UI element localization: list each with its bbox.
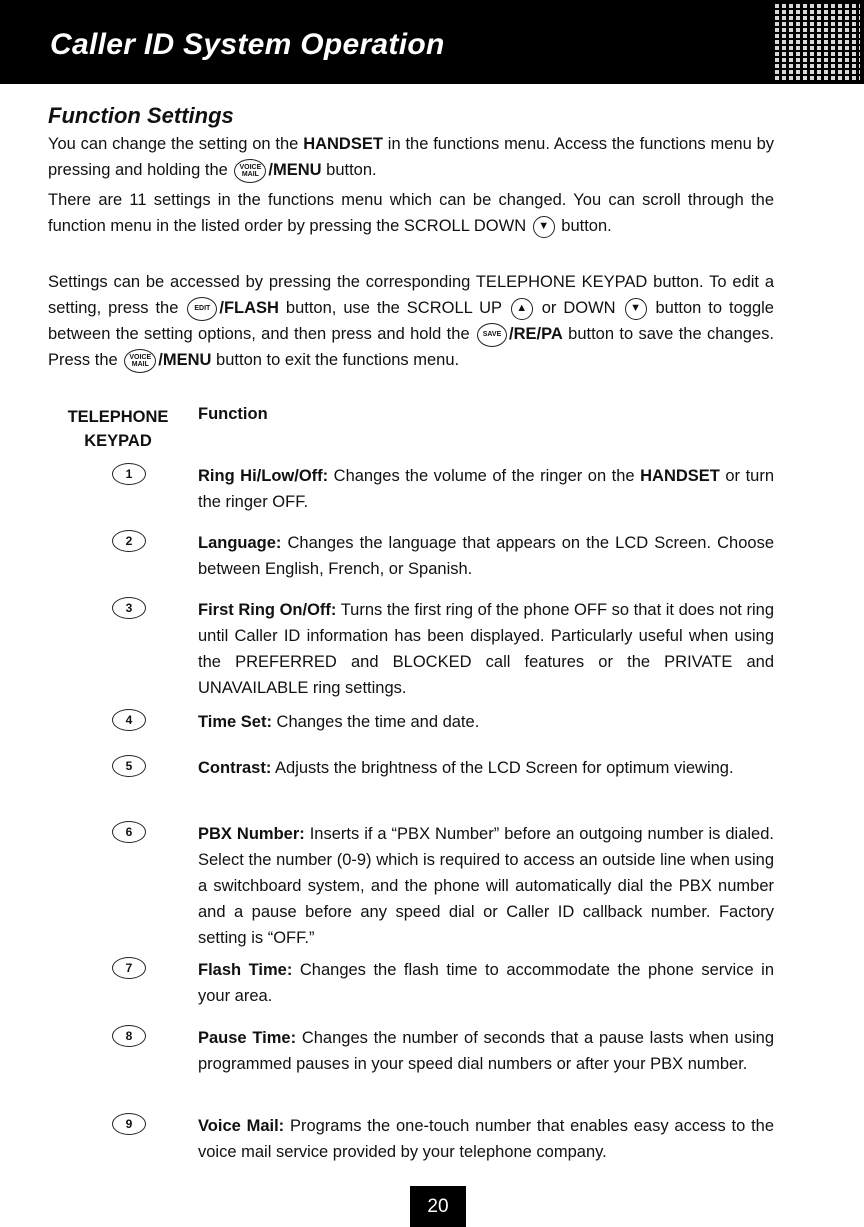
column-header-function: Function [198,405,268,423]
function-description: First Ring On/Off: Turns the first ring of the phone OFF so that it does not ring until Caller ID information has been displayed. Particularly useful when using the PREFERRED and BLOCKED call features or the PRIVATE and UNAVAILABLE ring settings. [198,601,774,697]
function-description: Language: Changes the language that appears on the LCD Screen. Choose between English, French, or Spanish. [198,534,774,578]
keypad-key-icon: 7 [112,957,146,979]
qr-code-icon [772,2,860,82]
intro-paragraph-3: Settings can be accessed by pressing the corresponding TELEPHONE KEYPAD button. To edit a setting, press the EDIT /FLASH button, use the SCROLL UP ▲ or DOWN ▼ button to toggle between the setting options, and then press and hold the SAVE /RE/PA button to save the changes. Press the VOICE MAIL /MENU button to exit the functions menu. [48,269,774,373]
function-description: Contrast: Adjusts the brightness of the LCD Screen for optimum viewing. [198,759,734,777]
keypad-key-icon: 3 [112,597,146,619]
function-description: Time Set: Changes the time and date. [198,713,480,731]
intro-paragraph-1: You can change the setting on the HANDSET in the functions menu. Access the functions menu by pressing and holding the VOICE MAIL /MENU button. [48,131,774,183]
keypad-key-icon: 5 [112,755,146,777]
edit-button-icon: EDIT [187,297,217,321]
keypad-key-icon: 4 [112,709,146,731]
keypad-key-icon: 8 [112,1025,146,1047]
page-header [0,0,864,84]
keypad-key-icon: 9 [112,1113,146,1135]
page-number: 20 [410,1186,466,1227]
function-description: Ring Hi/Low/Off: Changes the volume of the ringer on the HANDSET or turn the ringer OFF. [198,467,774,511]
function-description: PBX Number: Inserts if a “PBX Number” before an outgoing number is dialed. Select the number (0-9) which is required to access an outside line when using a switchboard system, and the phone will automatically dial the PBX number and a pause before any speed dial or Caller ID callback number. Factory setting is “OFF.” [198,825,774,947]
scroll-up-icon: ▲ [511,298,533,320]
voice-mail-button-icon: VOICE MAIL [234,159,266,183]
function-description: Voice Mail: Programs the one-touch number that enables easy access to the voice mail service provided by your telephone company. [198,1117,775,1161]
section-title: Function Settings [48,103,234,128]
save-button-icon: SAVE [477,323,507,347]
column-header-keypad: TELEPHONE KEYPAD [67,408,169,450]
function-description: Flash Time: Changes the flash time to accommodate the phone service in your area. [198,961,775,1005]
voice-mail-button-icon: VOICE MAIL [124,349,156,373]
keypad-key-icon: 6 [112,821,146,843]
keypad-key-icon: 1 [112,463,146,485]
scroll-down-icon: ▼ [533,216,555,238]
scroll-down-icon: ▼ [625,298,647,320]
keypad-key-icon: 2 [112,530,146,552]
intro-paragraph-2: There are 11 settings in the functions menu which can be changed. You can scroll through the function menu in the listed order by pressing the SCROLL DOWN ▼ button. [48,187,774,239]
function-description: Pause Time: Changes the number of seconds that a pause lasts when using programmed pauses in your speed dial numbers or after your PBX number. [198,1029,774,1073]
page-title: Caller ID System Operation [50,28,445,61]
